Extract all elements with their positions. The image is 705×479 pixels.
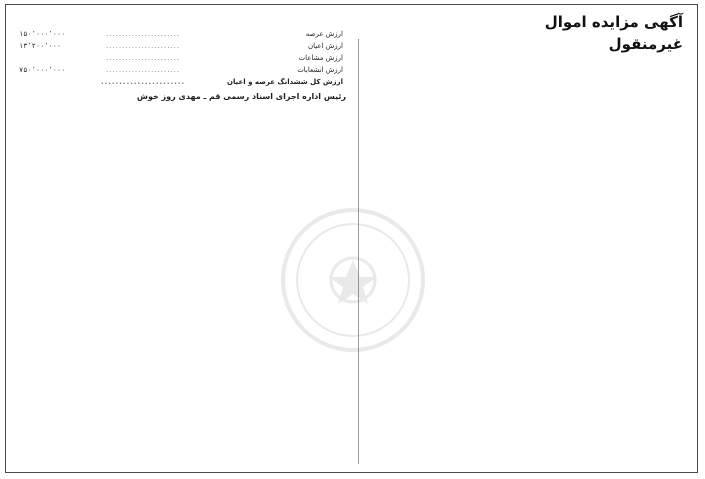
- appraisal-row: [16, 28, 346, 40]
- appraisal-label: ارزش مشاعات: [298, 54, 343, 62]
- notice-headline: آگهی مزایده اموال غیرمنقول: [544, 13, 683, 53]
- appraisal-leader: .......................: [105, 30, 181, 38]
- appraisal-leader: .......................: [105, 66, 181, 74]
- appraisal-total-row: [16, 76, 346, 88]
- appraisal-value: ۷۵۰٬۰۰۰٬۰۰۰: [19, 66, 66, 74]
- appraisal-label: ارزش عرصه: [305, 30, 343, 38]
- appraisal-leader: .......................: [105, 54, 181, 62]
- appraisal-leader: .......................: [105, 42, 181, 50]
- appraisal-row: [16, 52, 346, 64]
- appraisal-value: ۱۵۰٬۰۰۰٬۰۰۰: [19, 30, 66, 38]
- appraisal-value: [16, 76, 89, 88]
- signature-line: رئیس اداره اجرای اسناد رسمی قم ـ مهدی روز خوش: [136, 92, 346, 101]
- appraisal-value: ۱۳٬۲۰۰٬۰۰۰: [19, 42, 62, 50]
- left-column: [16, 25, 346, 466]
- notice-frame: [5, 4, 698, 473]
- appraisal-label: ارزش انشعابات: [297, 66, 343, 74]
- appraisal-label: ارزش کل ششدانگ عرصه و اعیان: [226, 78, 343, 86]
- appraisal-label: ارزش اعیان: [308, 42, 343, 50]
- appraisal-value: [16, 52, 89, 64]
- appraisal-row: [16, 40, 346, 52]
- right-column: [357, 41, 687, 466]
- appraisal-table: [16, 28, 346, 88]
- appraisal-row: [16, 64, 346, 76]
- appraisal-leader: .......................: [100, 78, 186, 86]
